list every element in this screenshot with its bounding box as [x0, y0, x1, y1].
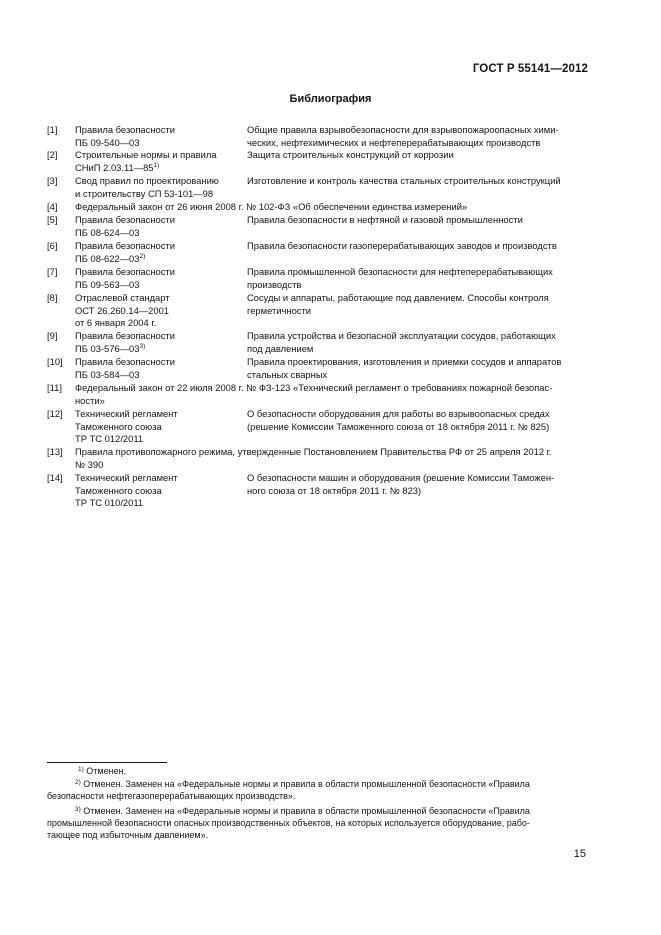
bib-entry-8	[47, 292, 588, 330]
entry-description: Правила проектирования, изготовления и приемки сосудов и аппаратов стальных сварных	[247, 356, 562, 380]
bib-entry-7	[47, 266, 588, 292]
bib-entry-13	[47, 446, 588, 472]
entry-source: Технический регламент Таможенного союза ТР ТС 012/2011	[75, 408, 178, 444]
entry-number: [13]	[47, 446, 63, 457]
bib-entry-10	[47, 356, 588, 382]
page-number: 15	[573, 848, 586, 860]
footnote-divider	[47, 762, 167, 763]
footnote-mark: 2)	[75, 779, 81, 786]
entry-number: [8]	[47, 292, 58, 303]
entry-number: [14]	[47, 472, 63, 483]
bib-entry-4	[47, 201, 588, 214]
entry-number: [3]	[47, 175, 58, 186]
entry-number: [2]	[47, 149, 58, 160]
entry-full-text: Федеральный закон от 22 июля 2008 г. № ФЗ-123 «Технический регламент о требованиях пожарной безопас- ности»	[75, 382, 553, 406]
bibliography-list	[47, 124, 588, 510]
entry-source: Правила безопасности ПБ 09-563—03	[75, 266, 175, 290]
footnote-ref: 1)	[153, 161, 160, 169]
document-code: ГОСТ Р 55141—2012	[472, 63, 588, 75]
entry-number: [11]	[47, 382, 62, 393]
footnote-text: Отменен. Заменен на «Федеральные нормы и правила в области промышленной безопасности «Правила промышленной безопасности опасных производственных объектов, на которых используется оборудование, рабо- тающее под избыточным давлением».	[47, 806, 530, 840]
entry-source	[75, 330, 250, 355]
entry-description: О безопасности машин и оборудования (решение Комиссии Таможен- ного союза от 18 октября 2011 г. № 823)	[247, 472, 555, 496]
footnote-3	[47, 805, 587, 841]
bib-entry-14	[47, 472, 588, 510]
footnote-text: Отменен. Заменен на «Федеральные нормы и правила в области промышленной безопасности «Правила безопасности нефтегазоперерабатывающих производств».	[47, 779, 530, 801]
footnote-mark: 1)	[78, 766, 84, 773]
entry-source: Правила безопасности ПБ 09-540—03	[75, 124, 175, 148]
entry-source-text: Правила безопасности ПБ 08-622—03	[75, 240, 175, 264]
entry-description: Общие правила взрывобезопасности для взрывопожароопасных хими- ческих, нефтехимических и нефтеперерабатывающих производств	[247, 124, 559, 148]
entry-description: Правила безопасности газоперерабатывающих заводов и производств	[247, 240, 557, 251]
footnote-2	[47, 778, 587, 802]
entry-description: Сосуды и аппараты, работающие под давлением. Способы контроля герметичности	[247, 292, 549, 316]
entry-description: Изготовление и контроль качества стальных строительных конструкций	[247, 175, 561, 186]
bib-entry-2	[47, 149, 588, 175]
entry-full-text: Федеральный закон от 26 июня 2008 г. № 102-ФЗ «Об обеспечении единства измерений»	[75, 201, 468, 212]
entry-number: [12]	[47, 408, 63, 419]
footnote-mark: 3)	[75, 806, 81, 813]
entry-number: [10]	[47, 356, 63, 367]
entry-source: Свод правил по проектированию и строительству СП 53-101—98	[75, 175, 219, 199]
footnote-ref: 2)	[139, 252, 146, 260]
entry-number: [7]	[47, 266, 58, 277]
bib-entry-9	[47, 330, 588, 356]
bib-entry-5	[47, 214, 588, 240]
entry-source: Технический регламент Таможенного союза ТР ТС 010/2011	[75, 472, 178, 508]
bib-entry-6	[47, 240, 588, 266]
entry-description: Правила устройства и безопасной эксплуатации сосудов, работающих под давлением	[247, 330, 556, 354]
entry-description: Правила безопасности в нефтяной и газовой промышленности	[247, 214, 523, 225]
entry-source-text: Правила безопасности ПБ 03-576—03	[75, 330, 175, 354]
entry-number: [5]	[47, 214, 58, 225]
entry-description: О безопасности оборудования для работы во взрывоопасных средах (решение Комиссии Таможенного союза от 18 октября 2011 г. № 825)	[247, 408, 550, 432]
bib-entry-12	[47, 408, 588, 446]
entry-number: [6]	[47, 240, 58, 251]
footnote-ref: 3)	[139, 342, 146, 350]
entry-number: [9]	[47, 330, 58, 341]
entry-description: Защита строительных конструкций от коррозии	[247, 149, 454, 160]
bib-entry-3	[47, 175, 588, 201]
section-title: Библиография	[289, 93, 372, 105]
footnote-1	[78, 765, 578, 777]
footnote-text: Отменен.	[86, 766, 127, 776]
entry-full-text: Правила противопожарного режима, утвержденные Постановлением Правительства РФ от 25 апреля 2012 г. № 390	[75, 446, 552, 470]
entry-source	[75, 149, 250, 174]
entry-source: Правила безопасности ПБ 08-624—03	[75, 214, 175, 238]
bib-entry-11	[47, 382, 588, 408]
bib-entry-1	[47, 124, 588, 149]
entry-source: Правила безопасности ПБ 03-584—03	[75, 356, 175, 380]
entry-description: Правила промышленной безопасности для нефтеперерабатывающих производств	[247, 266, 553, 290]
entry-source	[75, 240, 250, 265]
entry-number: [4]	[47, 201, 58, 212]
entry-number: [1]	[47, 124, 58, 135]
entry-source-text: Строительные нормы и правила СНиП 2.03.11—85	[75, 149, 217, 173]
entry-source: Отраслевой стандарт ОСТ 26.260.14—2001 от 6 января 2004 г.	[75, 292, 170, 328]
